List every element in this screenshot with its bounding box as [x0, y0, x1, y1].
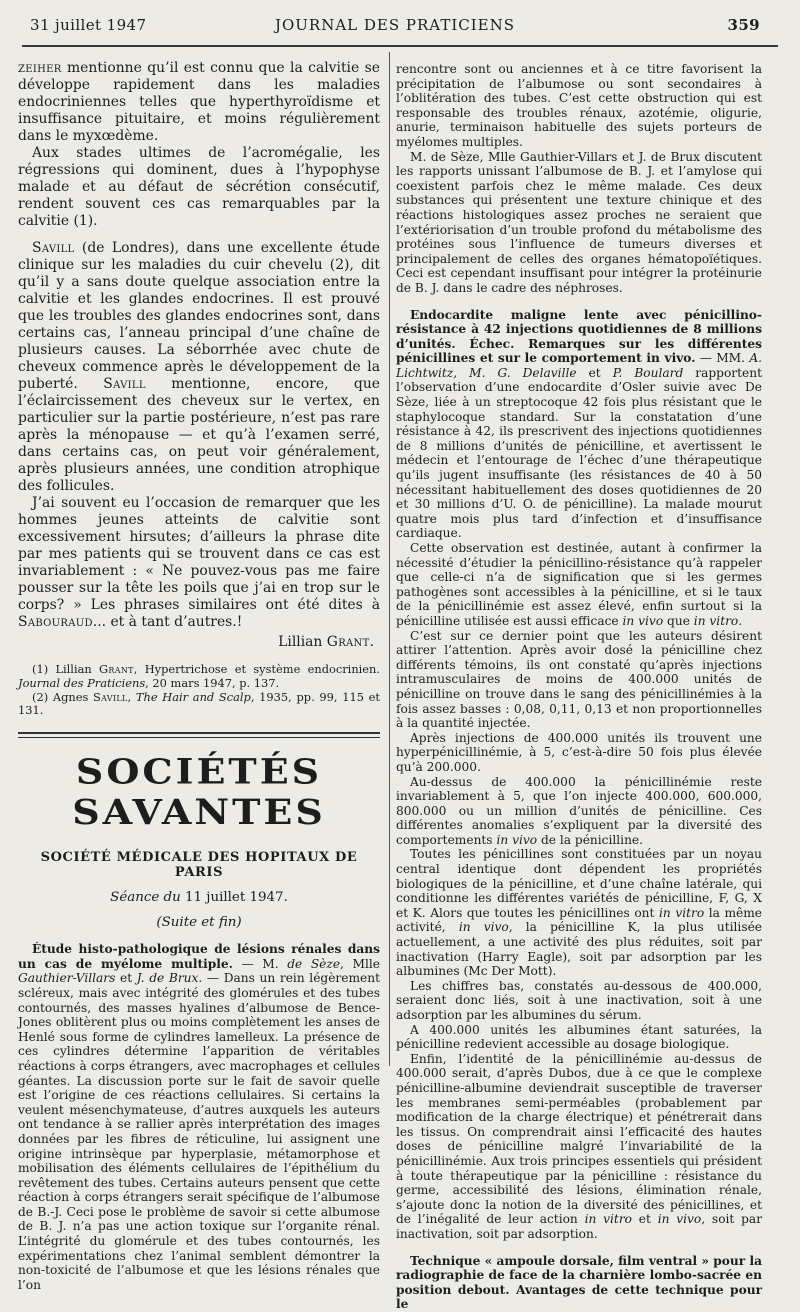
communication-title: Technique « ampoule dorsale, film ventral » pour la radiographie de face de la charnière lombo-sacrée en position debout. Avantages de cette technique pour le: [396, 1253, 762, 1312]
header-rule: [22, 45, 778, 47]
article-paragraph: [18, 240, 380, 495]
article-paragraph: Après injections de 400.000 unités ils trouvent une hyperpénicillinémie, à 5, c’est-à-dire 50 fois plus élevée qu’à 200.000.: [396, 730, 762, 774]
author-name: Gauthier-Villars: [18, 971, 116, 986]
latin-term: in vivo: [657, 1212, 702, 1227]
footnote-text: , Hypertrichose et système endocrinien.: [133, 662, 381, 676]
communication-paragraph: [396, 1254, 762, 1312]
footnote-1: [18, 663, 380, 691]
paragraph-text: , Mlle: [340, 956, 380, 971]
paragraph-text: , la pénicilline K, la plus utilisée actuellement, a une activité des plus réduites, soit par inactivation (Harry Eagle), soit par adsorption par les albumines (Mc Der Mott).: [396, 920, 762, 979]
footnote-author: Grant: [99, 662, 134, 676]
section-rule: [18, 732, 380, 738]
session-date: [18, 890, 380, 905]
paragraph-text: de la pénicilline.: [537, 832, 644, 847]
latin-term: in vivo: [496, 832, 538, 847]
latin-term: in vivo: [458, 920, 509, 935]
author-name: P. Boulard: [612, 365, 684, 380]
latin-term: in vitro: [584, 1212, 632, 1227]
paragraph-text: Au-dessus de 400.000 la pénicillinémie reste invariablement à 5, que l’on injecte 400.000, 600.000, 800.000 ou un million d’unités de pénicilline. Ces différentes anomalies s’expliquent par la diversité des comportements: [396, 774, 762, 847]
footnote-text: (1) Lillian: [32, 662, 100, 676]
paragraph-text: , soit par inactivation, soit par adsorption.: [396, 1212, 763, 1241]
latin-term: in vivo: [622, 613, 664, 628]
paragraph-text: Enfin, l’identité de la pénicillinémie au-dessus de 400.000 serait, d’après Dubos, due à ce que le complexe pénicilline-albumine deviendrait susceptible de traverser les membranes semi-perméables (probablement par modification de la charge électrique) et pénétrerait dans les tissus. On comprendrait ainsi l’efficacité des hautes doses de pénicilline malgré l’invariabilité de la pénicillinémie. Aux trois principes essentiels qui président à toute thérapeutique par la pénicilline : résistance du germe, accessibilité des lésions, élimination rénale, s’ajoute donc la notion de la diversité des pénicillines, et de l’inégalité de leur action: [396, 1051, 762, 1227]
session-label: Séance du: [110, 890, 185, 906]
author-name: de Sèze: [287, 956, 341, 971]
communication-paragraph: [18, 942, 380, 1292]
footnote-text: (2) Agnes: [32, 689, 93, 704]
footnote-journal: Journal des Praticiens: [18, 675, 146, 690]
article-paragraph: [18, 495, 380, 631]
footnote-text: , 1935, pp. 99, 115 et 131.: [18, 689, 380, 718]
footnotes: [18, 663, 380, 718]
right-column: [396, 62, 763, 1312]
header-date: 31 juillet 1947: [30, 16, 147, 34]
left-column: [18, 60, 381, 1292]
article-paragraph: [396, 1052, 762, 1242]
footnote-2: [18, 691, 380, 719]
article-paragraph: [18, 60, 380, 145]
paragraph-text: que: [663, 613, 694, 628]
author-name: Savill: [103, 376, 146, 392]
paragraph-text: la même activité,: [396, 905, 763, 935]
latin-term: in vitro: [693, 613, 739, 628]
section-title: SOCIÉTÉS SAVANTES: [72, 750, 326, 833]
paragraph-text: et: [115, 971, 137, 986]
running-header: [30, 12, 760, 38]
author-name: J. de Brux: [136, 971, 199, 986]
paragraph-text: J’ai souvent eu l’occasion de remarquer que les hommes jeunes atteints de calvitie sont excessivement hirsutes; d’ailleurs la phrase dite par mes patients qui se trouvent dans ce cas est invariablement : « Ne pouvez-vous pas me faire pousser sur la tête les poils que j’ai en trop sur le corps? » Les phrases similaires ont été dites à: [18, 495, 380, 613]
continuation-note: (Suite et fin): [156, 915, 242, 931]
session-day: 11 juillet 1947: [185, 890, 284, 906]
article-paragraph: A 400.000 unités les albumines étant saturées, la pénicilline redevient accessible au dosage biologique.: [396, 1022, 762, 1052]
paragraph-text: — MM.: [695, 351, 750, 366]
header-journal-title: JOURNAL DES PRATICIENS: [274, 16, 516, 34]
author-name: Sabouraud: [18, 614, 93, 630]
author-name: A. Lichtwitz, M. G. Delaville: [396, 351, 762, 380]
communication-title: Étude histo-pathologique de lésions rénales dans un cas de myélome multiple.: [18, 942, 380, 971]
author-name: zeiher: [18, 60, 62, 76]
paragraph-text: et: [631, 1212, 658, 1227]
paragraph-text: . — Dans un rein légèrement scléreux, mais avec intégrité des glomérules et des tubes contournés, des masses hyalines d’albumose de Bence-Jones oblitèrent plus ou moins complètement les anses de Henlé sous forme de cylindres lamelleux. La présence de ces cylindres détermine l’apparition de véritables réactions à corps étrangers, avec macrophages et cellules géantes. La discussion porte sur le fait de savoir quelle est l’origine de ces réactions cellulaires. Si certains la veulent mésenchymateuse, d’autres auxquels les auteurs ont tendance à se rallier après interprétation des images données par les fibres de réticuline, lui assignent une origine intrinsèque par hyperplasie, métamorphose et mobilisation des éléments cellulaires de l’épithélium du revêtement des tubes. Certains auteurs pensent que cette réaction à corps étrangers serait spécifique de l’albumose de B.-J. Ceci pose le problème de savoir si cette albumose de B. J. n’a pas une action toxique sur l’organite rénal. L’intégrité du glomérule et des tubes contournés, les expérimentations chez l’animal semblent démontrer la non-toxicité de l’albumose et que les lésions rénales que l’on: [18, 971, 380, 1292]
paragraph-text: mentionne qu’il est connu que la calvitie se développe rapidement dans les maladies endocriniennes telles que hyperthyroïdisme et insuffisance pituitaire, et moins régulièrement dans le myxœdème.: [18, 60, 380, 144]
article-paragraph: rencontre sont ou anciennes et à ce titre favorisent la précipitation de l’albumose ou sont secondaires à l’oblitération des tubes. C’est cette obstruction qui est responsable des troubles rénaux, azotémie, oligurie, anurie, terminaison habituelle des sujets porteurs de myélomes multiples.: [396, 62, 762, 149]
paragraph-text: Cette observation est destinée, autant à confirmer la nécessité d’étudier la pénicillino-résistance qu’à rappeler que celle-ci n’a de signification que si les germes pathogènes sont accessibles à la pénicilline, et si le taux de la pénicillinémie est assez élevé, enfin surtout si la pénicilline utilisée est aussi efficace: [396, 541, 762, 628]
paragraph-text: (de Londres), dans une excellente étude clinique sur les maladies du cuir chevelu (2), dit qu’il y a sans doute quelque association entre la calvitie et les glandes endocrines. Il est prouvé que les troubles des glandes endocrines sont, dans certains cas, l’anneau principal d’une chaîne de plusieurs causes. La séborrhée avec chute de cheveux commence après le développement de la puberté.: [18, 240, 380, 392]
signature-first: Lillian: [278, 634, 327, 650]
paragraph-text: .: [738, 613, 743, 628]
footnote-author: Savill: [93, 689, 128, 704]
session-end: .: [283, 890, 288, 906]
communication-title: Endocardite maligne lente avec pénicillino-résistance à 42 injections quotidiennes de 8 millions d’unités. Échec. Remarques sur les différentes pénicillines et sur le comportement in vivo.: [396, 307, 762, 366]
signature-last: Grant: [326, 634, 370, 650]
article-signature: [18, 633, 380, 651]
footnote-book: The Hair and Scalp: [135, 689, 251, 704]
latin-term: in vitro: [659, 905, 705, 920]
paragraph-text: ... et à tant d’autres.!: [92, 614, 243, 630]
footnote-text: ,: [127, 689, 136, 704]
article-paragraph: Les chiffres bas, constatés au-dessous de 400.000, seraient donc liés, soit à une inactivation, soit à une adsorption par les albumines du sérum.: [396, 978, 762, 1022]
paragraph-text: rapportent l’observation d’une endocardite d’Osler suivie avec De Sèze, liée à un streptocoque 42 fois plus résistant que le staphylocoque standard. Sur la constatation d’une résistance à 42, ils prescrivent des injections quotidiennes de 8 millions d’unités de pénicilline, et avertissent le médecin et l’entourage de l’échec d’une thérapeutique qu’ils jugent insuffisante (les résistances de 40 à 50 nécessitant habituellement des doses quotidiennes de 20 et 30 millions d’U. O. de pénicilline). La malade mourut quatre mois plus tard d’infection et d’insuffisance cardiaque.: [396, 365, 762, 541]
signature-end: .: [369, 634, 374, 650]
footnote-text: , 20 mars 1947, p. 137.: [145, 675, 280, 690]
paragraph-text: — M.: [232, 956, 288, 971]
article-paragraph: [396, 541, 762, 629]
article-paragraph: M. de Sèze, Mlle Gauthier-Villars et J. de Brux discutent les rapports unissant l’albumose de B. J. et l’amylose qui coexistent parfois chez le même malade. Ces deux substances qui présentent une texture chinique et des réactions histologiques assez proches ne seraient que l’extériorisation d’un trouble profond du métabolisme des protéines sous l’influence de tumeurs diverses et principalement de celles des organes hématopoïétiques. Ceci est cependant insuffisant pour intégrer la protéinurie de B. J. dans le cadre des néphroses.: [396, 149, 762, 295]
author-name: Savill: [32, 240, 75, 256]
article-paragraph: Aux stades ultimes de l’acromégalie, les régressions qui dominent, dues à l’hypophyse malade et au défaut de sécrétion consécutif, rendent souvent ces cas remarquables par la calvitie (1).: [18, 145, 380, 229]
paragraph-text: mentionne, encore, que l’éclaircissement des cheveux sur le vertex, en particulier sur la partie postérieure, n’est pas rare après la ménopause — et qu’à l’examen serré, dans certains cas, on peut voir généralement, après plusieurs années, une condition atrophique des follicules.: [18, 376, 380, 494]
article-paragraph: [396, 847, 762, 978]
article-paragraph: [396, 775, 762, 848]
communication-paragraph: [396, 308, 762, 542]
page-number: 359: [727, 16, 760, 34]
society-heading: SOCIÉTÉ MÉDICALE DES HOPITAUX DE PARIS: [40, 850, 358, 881]
column-divider: [389, 52, 390, 1066]
paragraph-text: Toutes les pénicillines sont constituées par un noyau central identique dont dépendent les propriétés biologiques de la pénicilline, et d’une chaîne latérale, qui conditionne les différentes variétés de pénicilline, F, G, X et K. Alors que toutes les pénicillines ont: [396, 847, 762, 920]
paragraph-text: et: [576, 365, 613, 380]
article-paragraph: C’est sur ce dernier point que les auteurs désirent attirer l’attention. Après avoir dosé la pénicilline chez différents témoins, ils ont constaté qu’après injections intramusculaires de moins de 400.000 unités de pénicilline on trouve dans le sang des pénicillinémies à la fois assez basses : 0,08, 0,11, 0,13 et non proportionnelles à la quantité injectée.: [396, 628, 762, 731]
